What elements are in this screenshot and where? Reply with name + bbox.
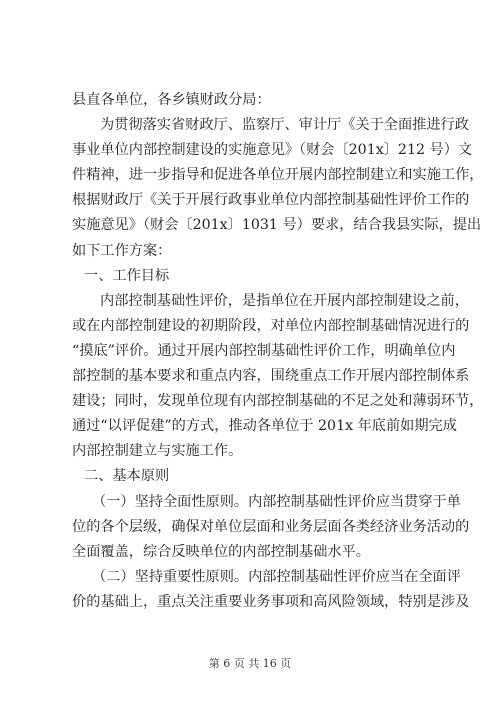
document-body <box>72 88 484 615</box>
paragraph-line: “摸底”评价。通过开展内部控制基础性评价工作，明确单位内 <box>72 342 456 359</box>
salutation-line: 县直各单位，各乡镇财政分局： <box>72 92 271 108</box>
paragraph-line: 为贯彻落实省财政厅、监察厅、审计厅《关于全面推进行政 <box>100 117 469 134</box>
paragraph-line: 通过“以评促建”的方式，推动各单位于 201x 年底前如期完成 <box>72 418 457 435</box>
paragraph-line: 全面覆盖，综合反映单位的内部控制基础水平。 <box>72 543 370 560</box>
section-heading: 二、基本原则 <box>84 468 170 485</box>
paragraph-line: 根据财政厅《关于开展行政事业单位内部控制基础性评价工作的 <box>72 192 470 209</box>
paragraph-line: 内部控制基础性评价，是指单位在开展内部控制建设之前， <box>100 292 469 309</box>
paragraph-line: 建设；同时，发现单位现有内部控制基础的不足之处和薄弱环节， <box>72 393 484 410</box>
paragraph-line: 部控制的基本要求和重点内容，围绕重点工作开展内部控制体系 <box>72 368 470 385</box>
paragraph-line: 或在内部控制建设的初期阶段，对单位内部控制基础情况进行的 <box>72 317 470 334</box>
paragraph-line: 位的各个层级，确保对单位层面和业务层面各类经济业务活动的 <box>72 518 470 535</box>
paragraph-line: 件精神，进一步指导和促进各单位开展内部控制建立和实施工作， <box>72 167 484 184</box>
page-number-footer: 第 6 页 共 16 页 <box>208 657 292 670</box>
paragraph-line: 如下工作方案： <box>72 242 172 259</box>
paragraph-line: 实施意见》（财会〔201x〕1031 号）要求，结合我县实际，提出 <box>72 217 482 234</box>
paragraph-line: 内部控制建立与实施工作。 <box>72 443 243 460</box>
paragraph-line: 价的基础上，重点关注重要业务事项和高风险领域，特别是涉及 <box>72 593 470 610</box>
paragraph-line: （一）坚持全面性原则。内部控制基础性评价应当贯穿于单 <box>92 493 461 510</box>
section-heading: 一、工作目标 <box>84 267 170 284</box>
paragraph-line: 事业单位内部控制建设的实施意见》（财会〔201x〕212 号）文 <box>72 142 473 159</box>
paragraph-line: （二）坚持重要性原则。内部控制基础性评价应当在全面评 <box>92 568 461 585</box>
